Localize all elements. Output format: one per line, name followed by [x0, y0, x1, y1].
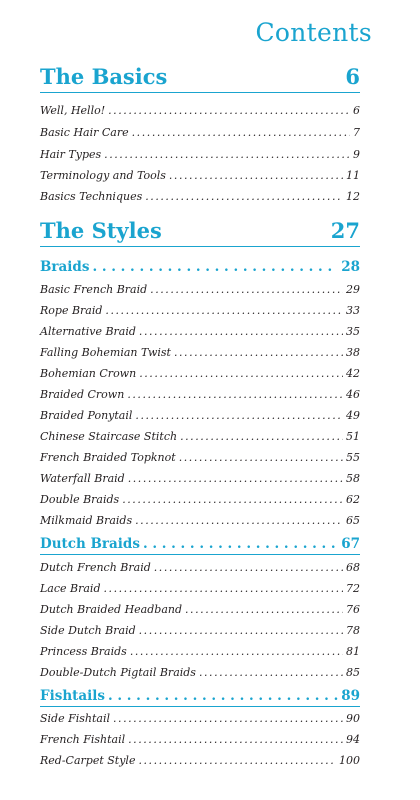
- toc-entry-page: 85: [346, 666, 360, 679]
- dot-leader: [128, 733, 343, 746]
- toc-entry[interactable]: [40, 472, 360, 485]
- dot-leader: [139, 367, 343, 380]
- toc-entry-page: 51: [346, 430, 360, 443]
- toc-entry-label: French Fishtail: [40, 733, 126, 746]
- toc-entry-label: Bohemian Crown: [40, 367, 137, 380]
- toc-entry[interactable]: [40, 582, 360, 595]
- toc-entry-page: 29: [346, 283, 360, 296]
- toc-entry[interactable]: [40, 148, 360, 161]
- toc-entry-label: Waterfall Braid: [40, 472, 125, 485]
- toc-entry[interactable]: [40, 514, 360, 527]
- toc-entry-label: Hair Types: [40, 148, 102, 161]
- toc-entry[interactable]: [40, 126, 360, 139]
- toc-entry-page: 72: [346, 582, 360, 595]
- toc-entry-page: 68: [346, 561, 360, 574]
- toc-entry-page: 42: [346, 367, 360, 380]
- toc-entry-page: 7: [353, 126, 360, 139]
- toc-entry-label: Rope Braid: [40, 304, 103, 317]
- toc-entry[interactable]: [40, 754, 360, 767]
- toc-entry[interactable]: [40, 451, 360, 464]
- dot-leader: [143, 536, 338, 552]
- toc-entry-page: 6: [353, 104, 360, 117]
- dot-leader: [180, 430, 343, 443]
- subsection-page-number: 67: [341, 536, 360, 552]
- toc-entry[interactable]: [40, 169, 360, 182]
- dot-leader: [104, 148, 350, 161]
- toc-entry-label: Basics Techniques: [40, 190, 143, 203]
- dot-leader: [122, 493, 343, 506]
- toc-entry-page: 94: [346, 733, 360, 746]
- toc-entry-label: Milkmaid Braids: [40, 514, 133, 527]
- dot-leader: [174, 346, 343, 359]
- subsection-title: Braids: [40, 259, 90, 275]
- subsection-title: Fishtails: [40, 688, 105, 704]
- toc-entry-label: Double Braids: [40, 493, 120, 506]
- dot-leader: [139, 624, 343, 637]
- toc-entry-label: Dutch Braided Headband: [40, 603, 183, 616]
- dot-leader: [108, 104, 350, 117]
- toc-entry-label: Chinese Staircase Stitch: [40, 430, 178, 443]
- dot-leader: [132, 126, 350, 139]
- dot-leader: [145, 190, 343, 203]
- toc-entry-label: Basic Hair Care: [40, 126, 129, 139]
- toc-entry[interactable]: [40, 304, 360, 317]
- toc-entry-page: 58: [346, 472, 360, 485]
- section-page-number: 27: [330, 218, 360, 243]
- toc-entry-label: Princess Braids: [40, 645, 127, 658]
- toc-entry[interactable]: [40, 493, 360, 506]
- toc-entry-page: 12: [346, 190, 360, 203]
- toc-entry-page: 11: [346, 169, 360, 182]
- toc-entry-label: Braided Ponytail: [40, 409, 133, 422]
- toc-entry-label: Basic French Braid: [40, 283, 148, 296]
- dot-leader: [127, 388, 343, 401]
- toc-entry[interactable]: [40, 624, 360, 637]
- toc-entry[interactable]: [40, 325, 360, 338]
- dot-leader: [169, 169, 343, 182]
- dot-leader: [130, 645, 343, 658]
- toc-entry-label: Lace Braid: [40, 582, 101, 595]
- section-title: The Basics: [40, 64, 168, 89]
- toc-entry[interactable]: [40, 346, 360, 359]
- toc-entry[interactable]: [40, 603, 360, 616]
- subsection-heading-braids[interactable]: [40, 259, 360, 275]
- toc-entry-label: Double-Dutch Pigtail Braids: [40, 666, 196, 679]
- toc-entry-label: Dutch French Braid: [40, 561, 151, 574]
- toc-entry-page: 90: [346, 712, 360, 725]
- toc-entry-label: Side Fishtail: [40, 712, 110, 725]
- toc-entry[interactable]: [40, 388, 360, 401]
- toc-entry[interactable]: [40, 712, 360, 725]
- subsection-page-number: 28: [341, 259, 360, 275]
- toc-entry-label: Braided Crown: [40, 388, 125, 401]
- subsection-title: Dutch Braids: [40, 536, 140, 552]
- toc-entry-label: Red-Carpet Style: [40, 754, 136, 767]
- dot-leader: [104, 582, 344, 595]
- dot-leader: [199, 666, 343, 679]
- toc-entry[interactable]: [40, 104, 360, 117]
- toc-entry[interactable]: [40, 367, 360, 380]
- dot-leader: [179, 451, 343, 464]
- subsection-heading-fishtails[interactable]: [40, 688, 360, 707]
- dot-leader: [185, 603, 343, 616]
- subsection-heading-dutch-braids[interactable]: [40, 536, 360, 555]
- toc-entry-page: 65: [346, 514, 360, 527]
- toc-entry-page: 81: [346, 645, 360, 658]
- toc-entry-label: Well, Hello!: [40, 104, 106, 117]
- toc-entry-label: Falling Bohemian Twist: [40, 346, 171, 359]
- section-page-number: 6: [345, 64, 360, 89]
- dot-leader: [92, 259, 338, 275]
- dot-leader: [128, 472, 343, 485]
- toc-entry[interactable]: [40, 645, 360, 658]
- dot-leader: [150, 283, 343, 296]
- dot-leader: [108, 688, 338, 704]
- toc-entry-page: 62: [346, 493, 360, 506]
- toc-entry[interactable]: [40, 409, 360, 422]
- toc-entry-page: 35: [346, 325, 360, 338]
- toc-entry[interactable]: [40, 430, 360, 443]
- toc-entry-page: 55: [346, 451, 360, 464]
- toc-entry[interactable]: [40, 283, 360, 296]
- toc-entry-page: 78: [346, 624, 360, 637]
- dot-leader: [138, 754, 336, 767]
- toc-entry[interactable]: [40, 666, 360, 679]
- toc-entry-page: 9: [353, 148, 360, 161]
- dot-leader: [113, 712, 343, 725]
- dot-leader: [154, 561, 343, 574]
- toc-entry-label: Terminology and Tools: [40, 169, 166, 182]
- dot-leader: [139, 325, 343, 338]
- toc-entry-label: Side Dutch Braid: [40, 624, 136, 637]
- section-heading-basics[interactable]: [40, 64, 360, 93]
- page-title: Contents: [255, 18, 372, 47]
- dot-leader: [135, 514, 343, 527]
- toc-entry[interactable]: [40, 733, 360, 746]
- toc-entry-page: 46: [346, 388, 360, 401]
- toc-entry-page: 76: [346, 603, 360, 616]
- toc-entry-page: 100: [339, 754, 360, 767]
- dot-leader: [105, 304, 343, 317]
- section-heading-styles[interactable]: [40, 218, 360, 247]
- section-title: The Styles: [40, 218, 162, 243]
- toc-entry-page: 38: [346, 346, 360, 359]
- subsection-page-number: 89: [341, 688, 360, 704]
- toc-entry-page: 49: [346, 409, 360, 422]
- toc-entry[interactable]: [40, 561, 360, 574]
- toc-entry[interactable]: [40, 190, 360, 203]
- dot-leader: [135, 409, 343, 422]
- toc-entry-label: Alternative Braid: [40, 325, 136, 338]
- toc-entry-label: French Braided Topknot: [40, 451, 176, 464]
- toc-entry-page: 33: [346, 304, 360, 317]
